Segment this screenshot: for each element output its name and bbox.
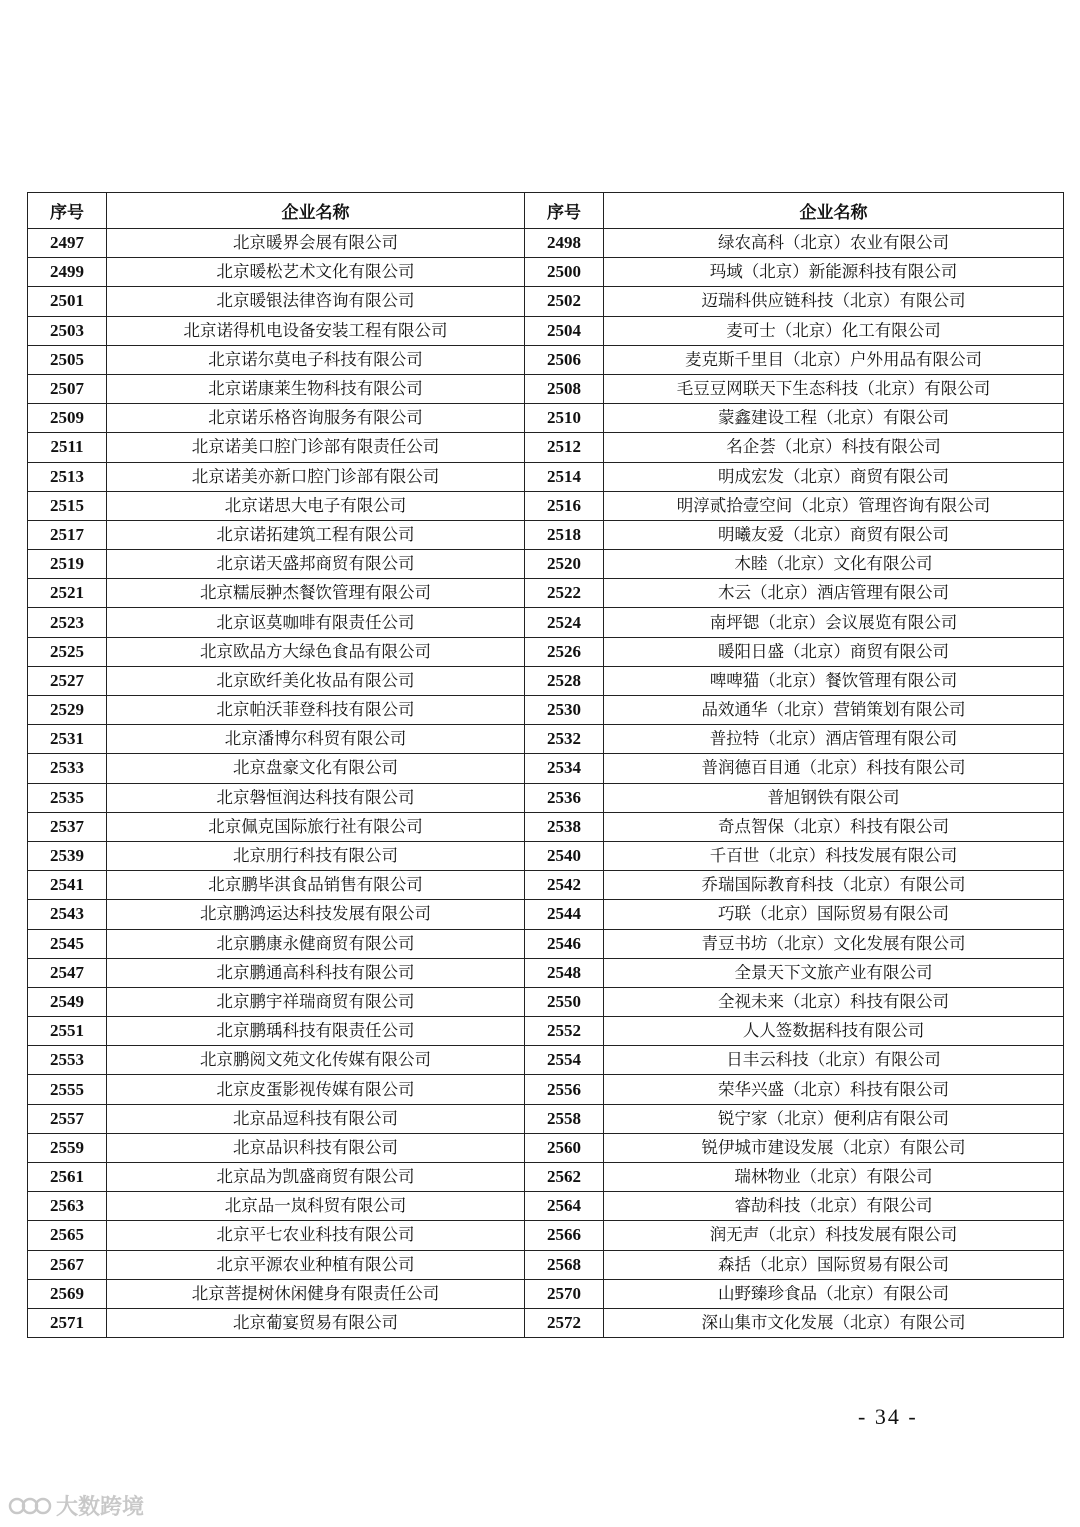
serial-cell-left: 2523 (28, 608, 107, 637)
page-number: - 34 - (858, 1404, 918, 1429)
table-row (28, 1075, 1064, 1104)
serial-cell-left: 2551 (28, 1017, 107, 1046)
table-row (28, 871, 1064, 900)
company-cell-right: 玛域（北京）新能源科技有限公司 (604, 258, 1064, 287)
company-cell-right: 全视未来（北京）科技有限公司 (604, 987, 1064, 1016)
serial-cell-left: 2567 (28, 1250, 107, 1279)
serial-cell-left: 2519 (28, 550, 107, 579)
serial-cell-right: 2548 (525, 958, 604, 987)
company-cell-right: 名企荟（北京）科技有限公司 (604, 433, 1064, 462)
table-row (28, 812, 1064, 841)
table-row (28, 550, 1064, 579)
company-cell-left: 北京潘博尔科贸有限公司 (107, 725, 525, 754)
serial-cell-left: 2511 (28, 433, 107, 462)
company-cell-left: 北京鹏瑀科技有限责任公司 (107, 1017, 525, 1046)
serial-cell-right: 2506 (525, 345, 604, 374)
serial-cell-left: 2525 (28, 637, 107, 666)
serial-cell-right: 2500 (525, 258, 604, 287)
company-cell-right: 木睦（北京）文化有限公司 (604, 550, 1064, 579)
company-cell-left: 北京鹏阅文苑文化传媒有限公司 (107, 1046, 525, 1075)
company-cell-left: 北京鹏毕淇食品销售有限公司 (107, 871, 525, 900)
company-cell-left: 北京品为凯盛商贸有限公司 (107, 1163, 525, 1192)
company-cell-left: 北京诺得机电设备安装工程有限公司 (107, 316, 525, 345)
serial-cell-left: 2533 (28, 754, 107, 783)
table-row (28, 1221, 1064, 1250)
company-cell-left: 北京诺美口腔门诊部有限责任公司 (107, 433, 525, 462)
table-body (28, 229, 1064, 1338)
company-cell-right: 乔瑞国际教育科技（北京）有限公司 (604, 871, 1064, 900)
watermark (8, 1490, 144, 1521)
table-row (28, 1104, 1064, 1133)
header-serial-left: 序号 (28, 193, 107, 229)
serial-cell-right: 2560 (525, 1133, 604, 1162)
serial-cell-right: 2566 (525, 1221, 604, 1250)
company-cell-right: 日丰云科技（北京）有限公司 (604, 1046, 1064, 1075)
table-row (28, 696, 1064, 725)
company-cell-left: 北京平七农业科技有限公司 (107, 1221, 525, 1250)
serial-cell-right: 2532 (525, 725, 604, 754)
table-row (28, 900, 1064, 929)
watermark-text: 大数跨境 (56, 1495, 145, 1520)
serial-cell-right: 2540 (525, 841, 604, 870)
table-header-row (28, 193, 1064, 229)
company-cell-left: 北京诺天盛邦商贸有限公司 (107, 550, 525, 579)
serial-cell-left: 2535 (28, 783, 107, 812)
table-row (28, 491, 1064, 520)
company-cell-right: 绿农高科（北京）农业有限公司 (604, 229, 1064, 258)
company-cell-right: 青豆书坊（北京）文化发展有限公司 (604, 929, 1064, 958)
table-row (28, 316, 1064, 345)
serial-cell-left: 2529 (28, 696, 107, 725)
serial-cell-right: 2510 (525, 404, 604, 433)
serial-cell-right: 2520 (525, 550, 604, 579)
company-cell-right: 锐宁家（北京）便利店有限公司 (604, 1104, 1064, 1133)
serial-cell-right: 2508 (525, 374, 604, 403)
serial-cell-left: 2509 (28, 404, 107, 433)
serial-cell-left: 2565 (28, 1221, 107, 1250)
table-row (28, 1133, 1064, 1162)
serial-cell-right: 2498 (525, 229, 604, 258)
company-cell-left: 北京菩提树休闲健身有限责任公司 (107, 1279, 525, 1308)
company-cell-left: 北京暖松艺术文化有限公司 (107, 258, 525, 287)
company-cell-right: 南坪锶（北京）会议展览有限公司 (604, 608, 1064, 637)
company-cell-left: 北京磐恒润达科技有限公司 (107, 783, 525, 812)
serial-cell-right: 2504 (525, 316, 604, 345)
company-cell-right: 啤啤猫（北京）餐饮管理有限公司 (604, 666, 1064, 695)
company-list-table (27, 192, 1064, 1338)
company-cell-left: 北京品识科技有限公司 (107, 1133, 525, 1162)
serial-cell-left: 2539 (28, 841, 107, 870)
serial-cell-right: 2562 (525, 1163, 604, 1192)
serial-cell-left: 2517 (28, 520, 107, 549)
table-row (28, 958, 1064, 987)
table-row (28, 1017, 1064, 1046)
company-cell-left: 北京品一岚科贸有限公司 (107, 1192, 525, 1221)
serial-cell-left: 2557 (28, 1104, 107, 1133)
company-cell-left: 北京暖界会展有限公司 (107, 229, 525, 258)
company-cell-left: 北京糯辰翀杰餐饮管理有限公司 (107, 579, 525, 608)
serial-cell-left: 2531 (28, 725, 107, 754)
serial-cell-left: 2569 (28, 1279, 107, 1308)
serial-cell-left: 2571 (28, 1308, 107, 1337)
company-cell-right: 木云（北京）酒店管理有限公司 (604, 579, 1064, 608)
company-cell-right: 明淳贰拾壹空间（北京）管理咨询有限公司 (604, 491, 1064, 520)
company-cell-left: 北京诺康莱生物科技有限公司 (107, 374, 525, 403)
serial-cell-right: 2516 (525, 491, 604, 520)
serial-cell-left: 2521 (28, 579, 107, 608)
company-cell-right: 暖阳日盛（北京）商贸有限公司 (604, 637, 1064, 666)
table-row (28, 433, 1064, 462)
serial-cell-left: 2543 (28, 900, 107, 929)
company-cell-left: 北京诺美亦新口腔门诊部有限公司 (107, 462, 525, 491)
company-cell-left: 北京讴莫咖啡有限责任公司 (107, 608, 525, 637)
company-cell-right: 麦可士（北京）化工有限公司 (604, 316, 1064, 345)
table-row (28, 666, 1064, 695)
table-row (28, 1192, 1064, 1221)
serial-cell-right: 2570 (525, 1279, 604, 1308)
company-cell-left: 北京诺拓建筑工程有限公司 (107, 520, 525, 549)
serial-cell-right: 2512 (525, 433, 604, 462)
serial-cell-left: 2507 (28, 374, 107, 403)
company-cell-left: 北京鹏鸿运达科技发展有限公司 (107, 900, 525, 929)
serial-cell-right: 2554 (525, 1046, 604, 1075)
company-cell-right: 普拉特（北京）酒店管理有限公司 (604, 725, 1064, 754)
header-serial-right: 序号 (525, 193, 604, 229)
company-cell-right: 普旭钢铁有限公司 (604, 783, 1064, 812)
serial-cell-right: 2526 (525, 637, 604, 666)
table-row (28, 287, 1064, 316)
serial-cell-left: 2553 (28, 1046, 107, 1075)
table-row (28, 783, 1064, 812)
company-cell-right: 巧联（北京）国际贸易有限公司 (604, 900, 1064, 929)
serial-cell-right: 2534 (525, 754, 604, 783)
company-cell-left: 北京盘豪文化有限公司 (107, 754, 525, 783)
serial-cell-right: 2524 (525, 608, 604, 637)
serial-cell-right: 2514 (525, 462, 604, 491)
serial-cell-right: 2544 (525, 900, 604, 929)
company-cell-right: 奇点智保（北京）科技有限公司 (604, 812, 1064, 841)
company-cell-right: 人人签数据科技有限公司 (604, 1017, 1064, 1046)
serial-cell-left: 2561 (28, 1163, 107, 1192)
serial-cell-left: 2547 (28, 958, 107, 987)
company-cell-right: 迈瑞科供应链科技（北京）有限公司 (604, 287, 1064, 316)
company-cell-right: 深山集市文化发展（北京）有限公司 (604, 1308, 1064, 1337)
company-cell-left: 北京佩克国际旅行社有限公司 (107, 812, 525, 841)
serial-cell-right: 2556 (525, 1075, 604, 1104)
company-cell-left: 北京帕沃菲登科技有限公司 (107, 696, 525, 725)
table-row (28, 987, 1064, 1016)
table-row (28, 404, 1064, 433)
table-row (28, 608, 1064, 637)
company-cell-left: 北京平源农业种植有限公司 (107, 1250, 525, 1279)
company-cell-right: 森括（北京）国际贸易有限公司 (604, 1250, 1064, 1279)
serial-cell-right: 2518 (525, 520, 604, 549)
serial-cell-left: 2499 (28, 258, 107, 287)
company-cell-right: 润无声（北京）科技发展有限公司 (604, 1221, 1064, 1250)
table-row (28, 1250, 1064, 1279)
table-row (28, 1308, 1064, 1337)
serial-cell-left: 2559 (28, 1133, 107, 1162)
table-row (28, 258, 1064, 287)
serial-cell-right: 2558 (525, 1104, 604, 1133)
table-row (28, 1279, 1064, 1308)
company-cell-left: 北京欧纤美化妆品有限公司 (107, 666, 525, 695)
company-cell-left: 北京品逗科技有限公司 (107, 1104, 525, 1133)
table-row (28, 462, 1064, 491)
company-cell-right: 品效通华（北京）营销策划有限公司 (604, 696, 1064, 725)
serial-cell-left: 2501 (28, 287, 107, 316)
serial-cell-left: 2505 (28, 345, 107, 374)
company-cell-left: 北京朋行科技有限公司 (107, 841, 525, 870)
company-cell-left: 北京鹏康永健商贸有限公司 (107, 929, 525, 958)
company-cell-right: 千百世（北京）科技发展有限公司 (604, 841, 1064, 870)
company-cell-right: 普润德百目通（北京）科技有限公司 (604, 754, 1064, 783)
serial-cell-right: 2550 (525, 987, 604, 1016)
serial-cell-right: 2572 (525, 1308, 604, 1337)
table-row (28, 345, 1064, 374)
table-row (28, 374, 1064, 403)
company-cell-right: 明曦友爱（北京）商贸有限公司 (604, 520, 1064, 549)
company-cell-left: 北京暖银法律咨询有限公司 (107, 287, 525, 316)
serial-cell-right: 2546 (525, 929, 604, 958)
serial-cell-right: 2528 (525, 666, 604, 695)
serial-cell-left: 2563 (28, 1192, 107, 1221)
serial-cell-left: 2537 (28, 812, 107, 841)
company-cell-right: 瑞林物业（北京）有限公司 (604, 1163, 1064, 1192)
table-row (28, 229, 1064, 258)
serial-cell-left: 2549 (28, 987, 107, 1016)
header-company-left: 企业名称 (107, 193, 525, 229)
serial-cell-left: 2555 (28, 1075, 107, 1104)
serial-cell-left: 2545 (28, 929, 107, 958)
company-cell-left: 北京鹏通高科科技有限公司 (107, 958, 525, 987)
table-row (28, 725, 1064, 754)
watermark-logo-icon (8, 1493, 52, 1519)
company-cell-left: 北京欧品方大绿色食品有限公司 (107, 637, 525, 666)
company-cell-left: 北京诺思大电子有限公司 (107, 491, 525, 520)
company-cell-right: 锐伊城市建设发展（北京）有限公司 (604, 1133, 1064, 1162)
serial-cell-left: 2497 (28, 229, 107, 258)
serial-cell-right: 2522 (525, 579, 604, 608)
table-row (28, 1163, 1064, 1192)
company-cell-left: 北京诺乐格咨询服务有限公司 (107, 404, 525, 433)
serial-cell-right: 2542 (525, 871, 604, 900)
company-cell-left: 北京皮蛋影视传媒有限公司 (107, 1075, 525, 1104)
company-cell-right: 蒙鑫建设工程（北京）有限公司 (604, 404, 1064, 433)
company-cell-right: 毛豆豆网联天下生态科技（北京）有限公司 (604, 374, 1064, 403)
company-cell-left: 北京诺尔莫电子科技有限公司 (107, 345, 525, 374)
serial-cell-right: 2564 (525, 1192, 604, 1221)
table-row (28, 637, 1064, 666)
company-cell-right: 明成宏发（北京）商贸有限公司 (604, 462, 1064, 491)
serial-cell-right: 2530 (525, 696, 604, 725)
serial-cell-left: 2515 (28, 491, 107, 520)
company-cell-right: 全景天下文旅产业有限公司 (604, 958, 1064, 987)
serial-cell-right: 2538 (525, 812, 604, 841)
serial-cell-left: 2541 (28, 871, 107, 900)
table-row (28, 841, 1064, 870)
company-cell-left: 北京葡宴贸易有限公司 (107, 1308, 525, 1337)
serial-cell-left: 2527 (28, 666, 107, 695)
table-row (28, 929, 1064, 958)
serial-cell-right: 2536 (525, 783, 604, 812)
serial-cell-left: 2503 (28, 316, 107, 345)
company-cell-right: 山野臻珍食品（北京）有限公司 (604, 1279, 1064, 1308)
serial-cell-right: 2502 (525, 287, 604, 316)
table-row (28, 1046, 1064, 1075)
serial-cell-right: 2552 (525, 1017, 604, 1046)
company-cell-right: 睿劼科技（北京）有限公司 (604, 1192, 1064, 1221)
header-company-right: 企业名称 (604, 193, 1064, 229)
company-cell-right: 荣华兴盛（北京）科技有限公司 (604, 1075, 1064, 1104)
serial-cell-right: 2568 (525, 1250, 604, 1279)
table-row (28, 520, 1064, 549)
company-cell-right: 麦克斯千里目（北京）户外用品有限公司 (604, 345, 1064, 374)
company-cell-left: 北京鹏宇祥瑞商贸有限公司 (107, 987, 525, 1016)
table-row (28, 754, 1064, 783)
table-row (28, 579, 1064, 608)
serial-cell-left: 2513 (28, 462, 107, 491)
